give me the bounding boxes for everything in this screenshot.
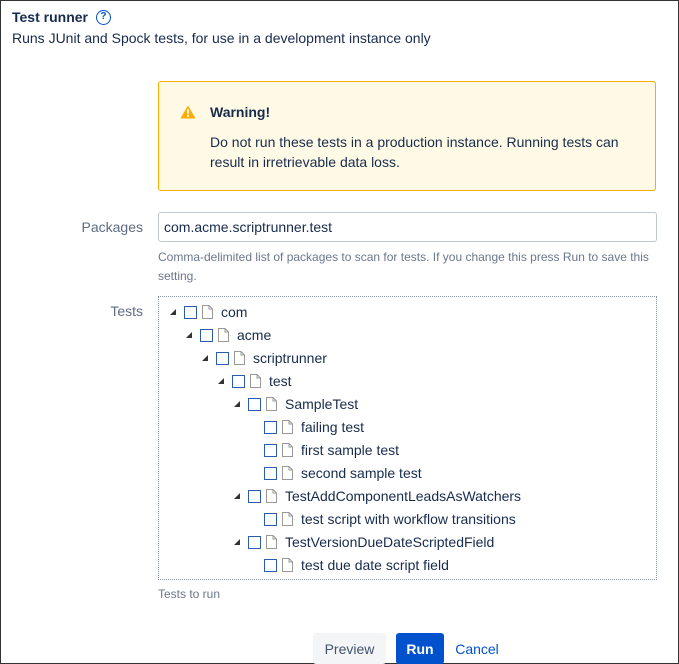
expand-toggle-icon[interactable] (232, 491, 242, 501)
tree-node-checkbox[interactable] (216, 352, 229, 365)
tree-node-checkbox[interactable] (200, 329, 213, 342)
tree-node-label[interactable]: acme (237, 327, 272, 343)
tree-node-checkbox[interactable] (248, 490, 261, 503)
tree-node-checkbox[interactable] (264, 421, 277, 434)
warning-body: Do not run these tests in a production instance. Running tests can result in irretrievable data loss. (210, 134, 619, 170)
tree-node (248, 509, 516, 529)
file-icon (282, 558, 293, 572)
page-header (12, 7, 431, 46)
tree-node (248, 555, 449, 575)
file-icon (234, 351, 245, 365)
warning-panel (158, 81, 656, 191)
file-icon (282, 466, 293, 480)
cancel-button[interactable]: Cancel (451, 633, 503, 664)
expand-toggle-icon[interactable] (232, 399, 242, 409)
tree-node (248, 440, 399, 460)
tree-node-checkbox[interactable] (248, 536, 261, 549)
tree-node-checkbox[interactable] (264, 467, 277, 480)
tree-node (216, 371, 292, 391)
file-icon (282, 443, 293, 457)
file-icon (266, 397, 277, 411)
packages-label: Packages (81, 219, 143, 235)
preview-button[interactable]: Preview (313, 633, 386, 664)
file-icon (218, 328, 229, 342)
packages-input[interactable] (158, 212, 657, 242)
tree-node-checkbox[interactable] (264, 513, 277, 526)
tree-node-label[interactable]: TestAddComponentLeadsAsWatchers (285, 488, 522, 504)
tree-node (232, 532, 494, 552)
file-icon (266, 489, 277, 503)
tree-node-label[interactable]: SampleTest (285, 396, 359, 412)
page-title: Test runner (12, 9, 88, 25)
expand-toggle-icon[interactable] (168, 307, 178, 317)
tree-node-label[interactable]: TestVersionDueDateScriptedField (285, 534, 495, 550)
tree-node (200, 348, 327, 368)
help-icon[interactable]: ? (96, 10, 111, 25)
tree-node-label[interactable]: test (269, 373, 292, 389)
tree-node (248, 417, 364, 437)
run-button[interactable]: Run (396, 633, 444, 664)
warning-title: Warning! (210, 104, 271, 120)
packages-help-text: Comma-delimited list of packages to scan for tests. If you change this press Run to save this setting. (158, 250, 649, 283)
tree-node-label[interactable]: first sample test (301, 442, 400, 458)
tree-node-checkbox[interactable] (264, 444, 277, 457)
tests-tree (158, 296, 657, 580)
page-subtitle: Runs JUnit and Spock tests, for use in a development instance only (12, 30, 431, 46)
tree-node-label[interactable]: test due date script field (301, 557, 449, 573)
tree-node-checkbox[interactable] (232, 375, 245, 388)
title-row (12, 7, 431, 27)
tree-node-checkbox[interactable] (264, 559, 277, 572)
warning-icon (180, 105, 196, 119)
tree-node-label[interactable]: failing test (301, 419, 365, 435)
tree-node-label[interactable]: second sample test (301, 465, 422, 481)
tree-node (232, 394, 358, 414)
file-icon (250, 374, 261, 388)
expand-toggle-icon[interactable] (232, 537, 242, 547)
file-icon (282, 512, 293, 526)
file-icon (282, 420, 293, 434)
expand-toggle-icon[interactable] (216, 376, 226, 386)
tree-node-label[interactable]: scriptrunner (253, 350, 327, 366)
tree-node-checkbox[interactable] (248, 398, 261, 411)
tree-node (168, 302, 247, 322)
tree-node (232, 486, 521, 506)
file-icon (266, 535, 277, 549)
expand-toggle-icon[interactable] (200, 353, 210, 363)
tests-help-text: Tests to run (158, 587, 221, 601)
tree-node (248, 463, 422, 483)
file-icon (202, 305, 213, 319)
tree-node-label[interactable]: test script with workflow transitions (301, 511, 516, 527)
tree-node-label[interactable]: com (221, 304, 248, 320)
tree-node-checkbox[interactable] (184, 306, 197, 319)
tests-label: Tests (110, 303, 143, 319)
tree-node (184, 325, 271, 345)
expand-toggle-icon[interactable] (184, 330, 194, 340)
